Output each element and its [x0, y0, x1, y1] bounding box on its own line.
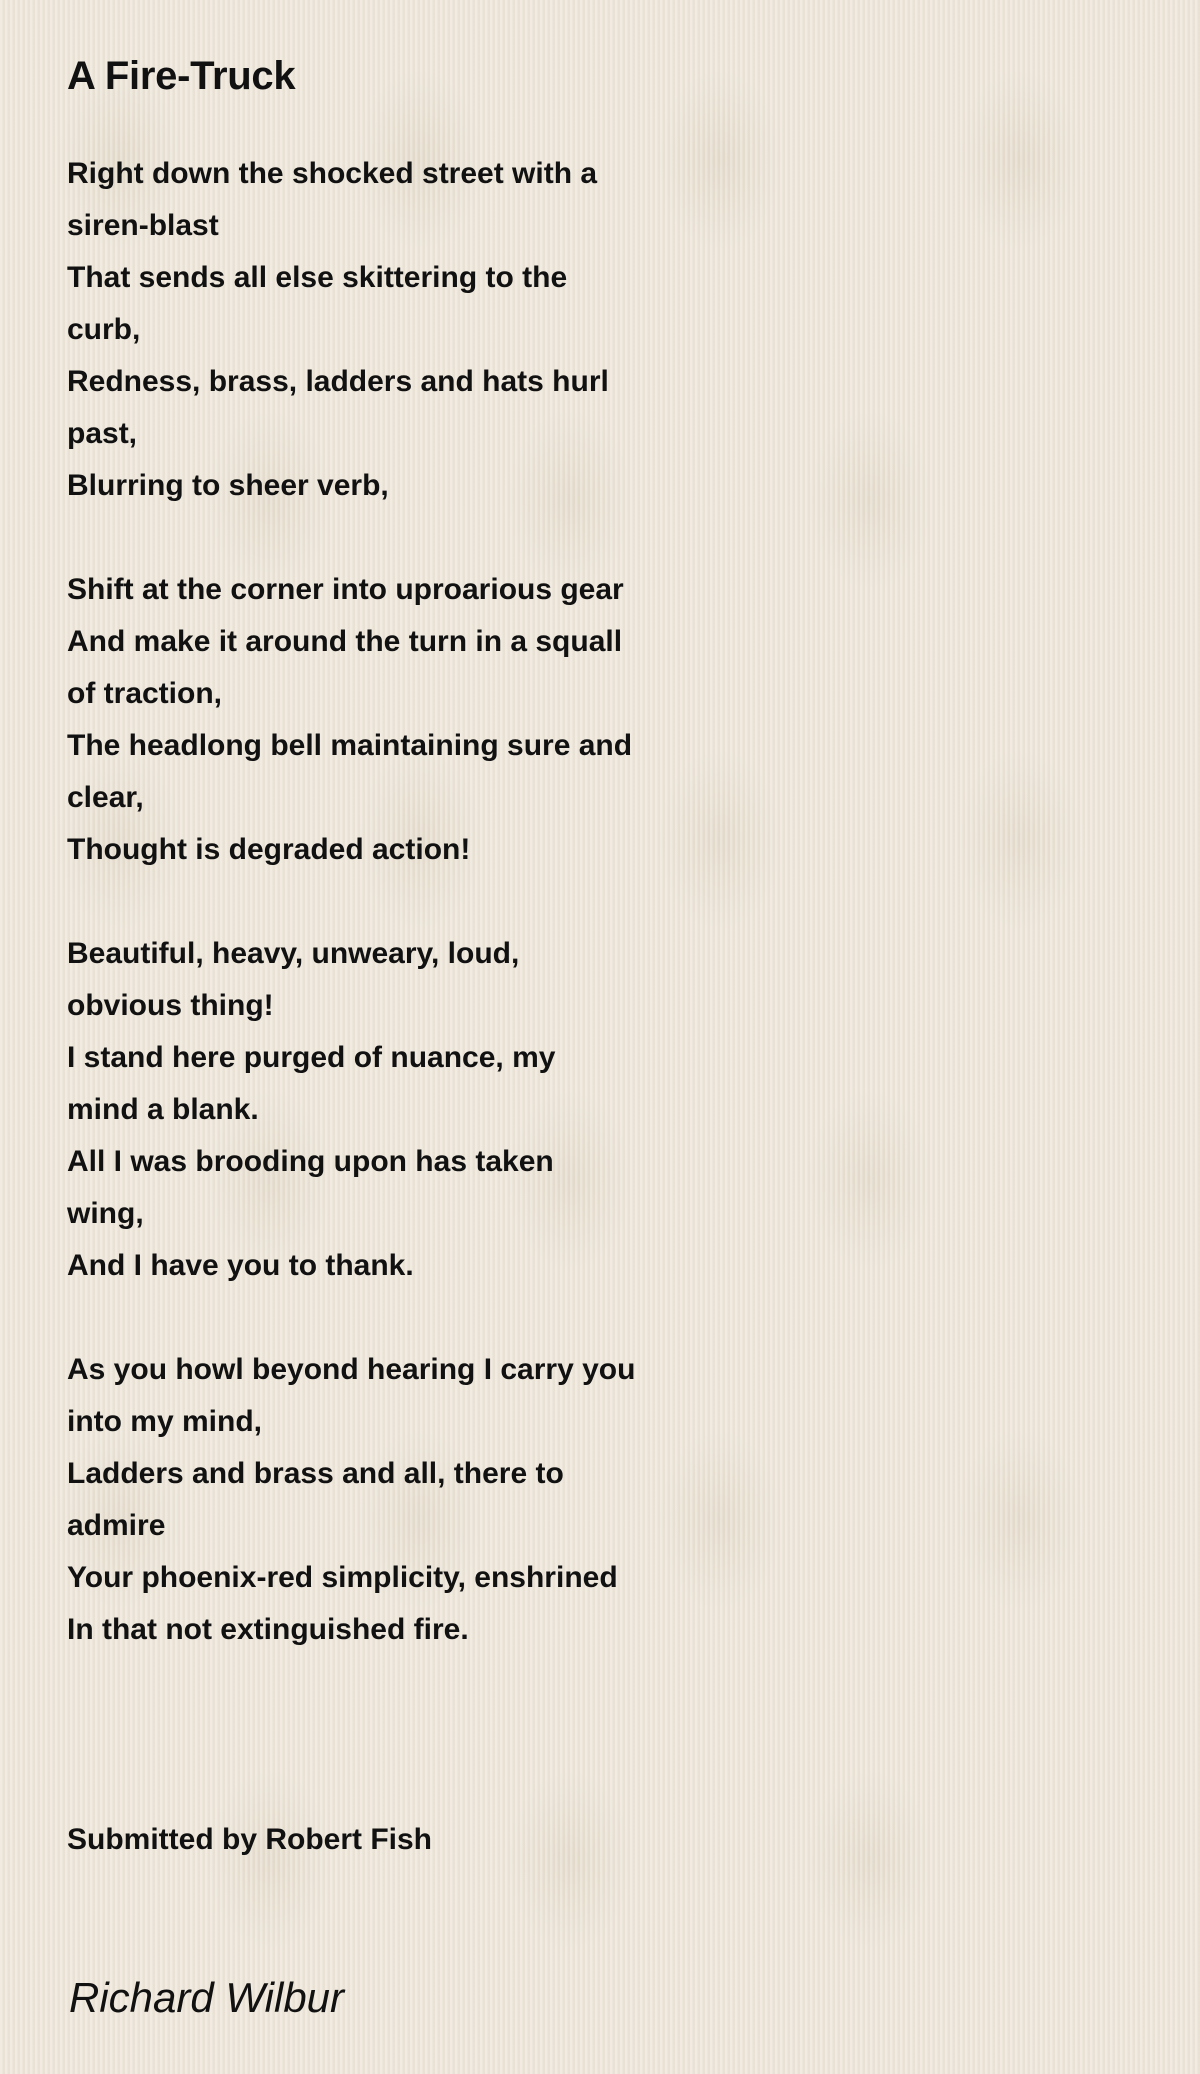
- poem-title: A Fire-Truck: [67, 54, 296, 98]
- submitted-by: Submitted by Robert Fish: [67, 1823, 433, 1856]
- poem-line: In that not extinguished fire.: [67, 1613, 469, 1646]
- poem-line: Right down the shocked street with a: [67, 157, 598, 190]
- poem-line: of traction,: [67, 677, 222, 710]
- poem-line: All I was brooding upon has taken: [67, 1145, 554, 1178]
- poem-line: Blurring to sheer verb,: [67, 469, 389, 502]
- poem-line: Redness, brass, ladders and hats hurl: [67, 365, 609, 398]
- poem-body: [67, 148, 707, 1708]
- poem-line: siren-blast: [67, 209, 219, 242]
- poem-line: I stand here purged of nuance, my: [67, 1041, 556, 1074]
- poem-line: wing,: [67, 1197, 144, 1230]
- poem-line: Thought is degraded action!: [67, 833, 471, 866]
- poem-line: That sends all else skittering to the: [67, 261, 568, 294]
- poem-line: The headlong bell maintaining sure and: [67, 729, 633, 762]
- poem-line: clear,: [67, 781, 144, 814]
- poem-line: Ladders and brass and all, there to: [67, 1457, 564, 1490]
- stanza-4: [67, 1344, 707, 1656]
- poem-line: mind a blank.: [67, 1093, 259, 1126]
- poem-author: Richard Wilbur: [69, 1974, 345, 2021]
- poem-line: admire: [67, 1509, 166, 1542]
- poem-line: Shift at the corner into uproarious gear: [67, 573, 624, 606]
- poem-line: Your phoenix-red simplicity, enshrined: [67, 1561, 618, 1594]
- stanza-1: [67, 148, 707, 512]
- poem-line: And I have you to thank.: [67, 1249, 414, 1282]
- poem-line: As you howl beyond hearing I carry you: [67, 1353, 636, 1386]
- poem-line: Beautiful, heavy, unweary, loud,: [67, 937, 520, 970]
- poem-line: And make it around the turn in a squall: [67, 625, 623, 658]
- poem-line: obvious thing!: [67, 989, 274, 1022]
- poem-line: past,: [67, 417, 138, 450]
- poem-line: into my mind,: [67, 1405, 262, 1438]
- stanza-3: [67, 928, 707, 1292]
- stanza-2: [67, 564, 707, 876]
- poem-line: curb,: [67, 313, 141, 346]
